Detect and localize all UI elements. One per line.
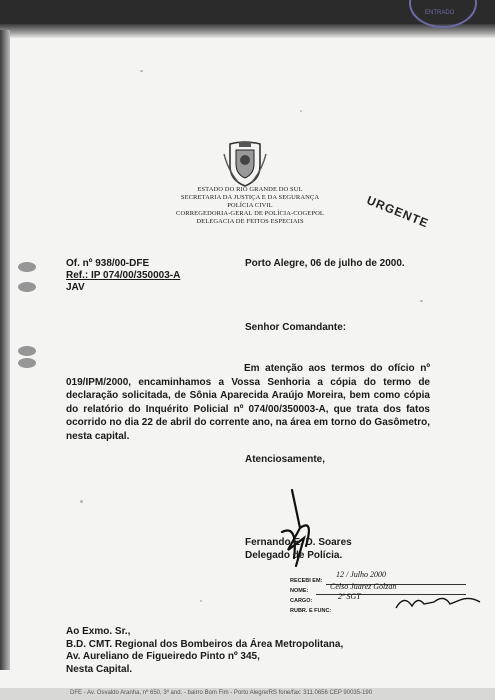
agency-header — [130, 186, 370, 226]
reference-number: Ref.: IP 074/00/350003-A — [66, 270, 181, 281]
received-date: 12 / Julho 2000 — [336, 570, 386, 579]
agency-corregedoria: CORREGEDORIA-GERAL DE POLÍCIA-COGEPOL — [176, 210, 324, 217]
receiver-rank: 2º SGT — [338, 592, 361, 601]
agency-state: ESTADO DO RIO GRANDE DO SUL — [197, 186, 303, 193]
recipient-line: Nesta Capital. — [66, 663, 133, 675]
signer-name: Fernando E. D. Soares — [245, 537, 352, 548]
urgent-stamp: URGENTE — [364, 193, 431, 231]
punch-hole — [18, 346, 36, 356]
scan-speck — [140, 70, 143, 72]
scan-shadow-band — [0, 24, 495, 38]
scan-speck — [200, 600, 202, 602]
closing: Atenciosamente, — [245, 454, 326, 465]
recipient-block — [66, 626, 343, 676]
place-date: Porto Alegre, 06 de julho de 2000. — [245, 258, 405, 269]
signer-title: Delegado de Polícia. — [245, 550, 343, 561]
scan-speck — [80, 500, 83, 503]
signer-block — [245, 536, 352, 562]
receipt-stamp — [290, 570, 490, 614]
entry-stamp-text: ENTRADO — [425, 10, 455, 16]
punch-hole — [18, 262, 36, 272]
rubric-label: RUBR. E FUNC: — [290, 608, 332, 614]
rank-label: CARGO: — [290, 598, 313, 604]
office-number: Of. nº 938/00-DFE — [66, 258, 150, 269]
salutation: Senhor Comandante: — [245, 322, 347, 333]
reference-block — [66, 258, 180, 294]
recipient-line: Ao Exmo. Sr., — [66, 626, 131, 637]
rubric-signature — [394, 592, 484, 612]
received-label: RECEBI EM: — [290, 578, 323, 584]
punch-hole — [18, 358, 36, 368]
scan-speck — [420, 300, 423, 302]
recipient-line: Av. Aureliano de Figueiredo Pinto nº 345, — [66, 651, 260, 662]
recipient-line: B.D. CMT. Regional dos Bombeiros da Área Metropolitana, — [66, 638, 344, 650]
name-label: NOME: — [290, 588, 309, 594]
reference-initials: JAV — [66, 282, 85, 293]
punch-hole — [18, 282, 36, 292]
scan-left-border — [0, 30, 10, 670]
receiver-name: Celso Juarez Golzan — [330, 582, 397, 591]
footer-address: DFE - Av. Osvaldo Aranha, nº 650, 3º and. - bairro Bom Fim - Porto Alegre/RS fone/fax: 311.0656 CEP 90035-190 — [70, 690, 373, 696]
agency-police: POLÍCIA CIVIL — [227, 202, 273, 209]
agency-delegacia: DELEGACIA DE FEITOS ESPECIAIS — [196, 218, 304, 225]
state-coat-of-arms-icon — [222, 140, 268, 188]
scan-speck — [300, 110, 302, 112]
agency-secretariat: SECRETARIA DA JUSTIÇA E DA SEGURANÇA — [180, 194, 320, 201]
letter-body: Em atenção aos termos do ofício nº 019/IPM/2000, encaminhamos a Vossa Senhoria a cópia do termo de declaração solicitada, de Sônia Aparecida Araújo Moreira, bem como cópia do relatório do Inquérito Policial nº 074/00/350003-A, que trata dos fatos ocorrido no dia 22 de abril do corrente ano, na área em torno do Gasômetro, nesta capital. — [66, 363, 430, 442]
